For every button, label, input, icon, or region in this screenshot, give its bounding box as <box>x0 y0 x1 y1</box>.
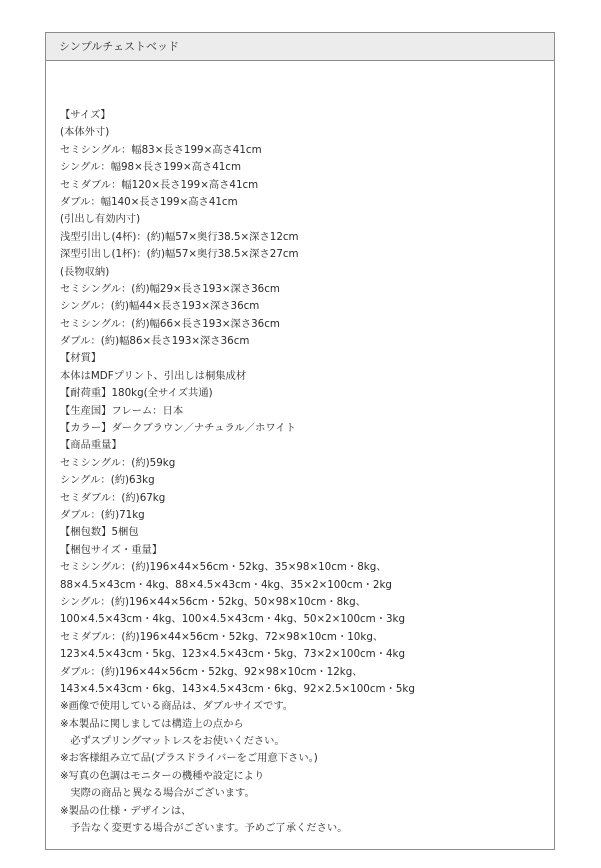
spec-line: 100×4.5×43cm・4kg、100×4.5×43cm・4kg、50×2×100cm・3kg <box>60 613 406 626</box>
product-title: シンプルチェストベッド <box>59 40 179 53</box>
spec-line: ※写真の色調はモニターの機種や設定により <box>60 769 265 782</box>
spec-line: ダブル：幅140×長さ199×高さ41cm <box>60 195 238 208</box>
spec-line: 【材質】 <box>60 352 102 365</box>
spec-line: 【梱包サイズ・重量】 <box>60 543 163 556</box>
spec-line: シングル：幅98×長さ199×高さ41cm <box>60 161 242 174</box>
spec-line: セミダブル：(約)67kg <box>60 491 166 504</box>
spec-line: セミシングル：(約)幅66×長さ193×深さ36cm <box>60 317 280 330</box>
spec-line: 88×4.5×43cm・4kg、88×4.5×43cm・4kg、35×2×100cm・2kg <box>60 578 392 591</box>
spec-line: ※お客様組み立て品(プラスドライバーをご用意下さい。) <box>60 752 318 765</box>
spec-line: シングル：(約)196×44×56cm・52kg、50×98×10cm・8kg、 <box>60 595 366 608</box>
spec-line: 143×4.5×43cm・6kg、143×4.5×43cm・6kg、92×2.5×100cm・5kg <box>60 682 415 695</box>
spec-line: (引出し有効内寸) <box>60 213 141 226</box>
spec-line: セミシングル：(約)196×44×56cm・52kg、35×98×10cm・8kg、 <box>60 561 387 574</box>
spec-line: 【カラー】ダークブラウン／ナチュラル／ホワイト <box>60 422 296 435</box>
spec-header <box>46 33 554 61</box>
spec-line: 123×4.5×43cm・5kg、123×4.5×43cm・5kg、73×2×100cm・4kg <box>60 648 406 661</box>
spec-line: 本体はMDFプリント、引出しは桐集成材 <box>60 369 247 382</box>
spec-line: シングル：(約)幅44×長さ193×深さ36cm <box>60 300 260 313</box>
spec-line: 【生産国】フレーム：日本 <box>60 404 184 417</box>
spec-line: ダブル：(約)196×44×56cm・52kg、92×98×10cm・12kg、 <box>60 665 363 678</box>
spec-line: ダブル：(約)71kg <box>60 508 145 521</box>
spec-table <box>45 32 555 850</box>
spec-line: ※製品の仕様・デザインは、 <box>60 804 192 817</box>
spec-line: セミダブル：(約)196×44×56cm・52kg、72×98×10cm・10kg、 <box>60 630 384 643</box>
spec-line: シングル：(約)63kg <box>60 474 155 487</box>
spec-line: 必ずスプリングマットレスをお使いください。 <box>60 735 285 748</box>
spec-line: 浅型引出し(4杯)：(約)幅57×奥行38.5×深さ12cm <box>60 230 299 243</box>
spec-line: ダブル：(約)幅86×長さ193×深さ36cm <box>60 335 250 348</box>
spec-line: 【サイズ】 <box>60 109 111 121</box>
spec-line: ※本製品に関しましては構造上の点から <box>60 717 244 730</box>
spec-line: (本体外寸) <box>60 126 110 139</box>
spec-line: セミシングル：(約)幅29×長さ193×深さ36cm <box>60 282 280 295</box>
spec-line: 【梱包数】5梱包 <box>60 526 139 539</box>
spec-line: 予告なく変更する場合がございます。予めご了承ください。 <box>60 822 348 835</box>
spec-line: ※画像で使用している商品は、ダブルサイズです。 <box>60 700 294 713</box>
spec-line: セミシングル：(約)59kg <box>60 456 176 469</box>
spec-line: (長物収納) <box>60 265 110 278</box>
spec-line: 【商品重量】 <box>60 439 122 452</box>
spec-line: 【耐荷重】180kg(全サイズ共通) <box>60 387 213 400</box>
spec-line: セミダブル：幅120×長さ199×高さ41cm <box>60 178 259 191</box>
spec-line: 深型引出し(1杯)：(約)幅57×奥行38.5×深さ27cm <box>60 248 299 261</box>
spec-line: 実際の商品と異なる場合がございます。 <box>60 787 255 800</box>
spec-line: セミシングル：幅83×長さ199×高さ41cm <box>60 143 262 156</box>
spec-body <box>46 61 554 837</box>
